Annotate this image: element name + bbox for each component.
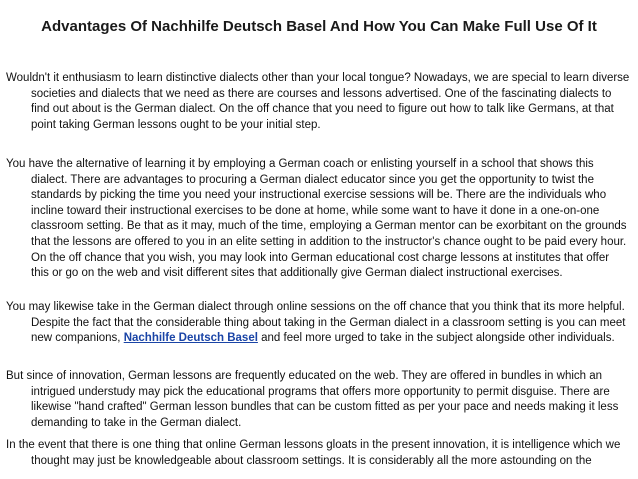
paragraph-2: You have the alternative of learning it by employing a German coach or enlisting yourself in a school that shows this dialect. There are advantages to procuring a German dialect educator since you get the opportunity to twist the standards by picking the time you need your instructional exercise sessions will be. There are the individuals who incline toward their instructional exercises to be done at home, while some want to have it done in a one-on-one classroom setting. Be that as it may, much of the time, employing a German mentor can be exorbitant on the grounds that the lessons are offered to you in an elite setting in addition to the instructor's chance ought to be paid every hour. On the off chance that you wish, you may look into German educational cost charge lessons at institutes that offer this or go on the web and visit different sites that additionally give German dialect instructional exercises. bbox=[6, 158, 627, 280]
nachhilfe-deutsch-basel-link[interactable]: Nachhilfe Deutsch Basel bbox=[123, 332, 258, 345]
paragraph-4: But since of innovation, German lessons are frequently educated on the web. They are offered in bundles in which an intrigued understudy may pick the educational programs that offers more opportunity to permit disguise. There are likewise "hand crafted" German lesson bundles that can be custom fitted as per your pace and needs making it less demanding to take in the German dialect. bbox=[6, 370, 619, 429]
paragraph-3-text-before: You may likewise take in the German dialect through online sessions on the off chance that you think that its more helpful. Despite the fact that the considerable thing about taking in the German dialect in a classroom setting is you can meet new companions, bbox=[6, 301, 626, 345]
page-title: Advantages Of Nachhilfe Deutsch Basel And How You Can Make Full Use Of It bbox=[41, 18, 597, 35]
paragraph-3 bbox=[6, 300, 630, 347]
paragraph-5: In the event that there is one thing that online German lessons gloats in the present innovation, it is intelligence which we thought may just be knowledgeable about classroom settings. It is considerably all the more astounding on the bbox=[6, 439, 621, 467]
paragraph-3-text-after: and feel more urged to take in the subject alongside other individuals. bbox=[257, 332, 615, 345]
paragraph-1: Wouldn't it enthusiasm to learn distinctive dialects other than your local tongue? Nowadays, we are special to learn diverse societies and dialects that we need as there are courses and lessons advertised. One of the fascinating dialects to find out about is the German dialect. On the off chance that you need to figure out how to talk like Germans, at that point taking German lessons ought to be your initial step. bbox=[6, 72, 630, 131]
